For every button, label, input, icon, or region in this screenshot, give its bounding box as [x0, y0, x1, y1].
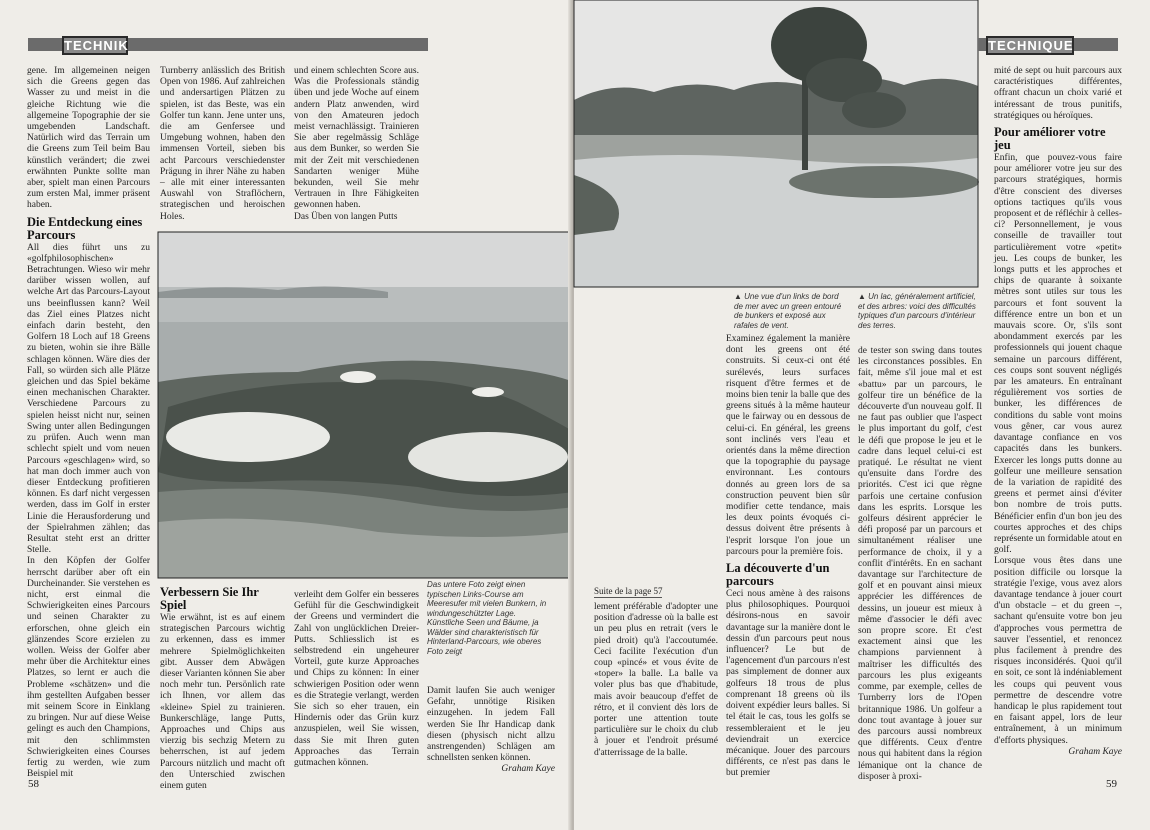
paragraph: All dies führt uns zu «golfphilosophischen» Betrachtungen. Wieso wir mehr darüber wissen wollen, auf welche Art das Parcours-Layout uns beeinflussen kann? Weil das Ziel eines Platzes nicht einfach darin besteht, den Golfern 18 Loch auf 18 Greens zu bieten, wohin sie ihre Bälle schlagen können. Wäre dies der Fall, so würden sich alle Plätze gleichen und das Spiel bekäme einen mechanischen Charakter. Verschiedene Parcours zu spielen heisst nicht nur, seinen Swing unter allen Bedingungen zu prüfen. Auch wenn man schlecht spielt und vom neuen Parcours «geschlagen» wird, so hat man doch immer auch von dieser Entdeckung profitieren können. Es darf nicht vergessen werden, dass im Golf in erster Linie die Herausforderung und der Spielrahmen zählen; das Resultat steht erst an dritter Stelle. — [27, 242, 150, 556]
continued-from-label: Suite de la page 57 — [594, 586, 663, 596]
left-column-3-top — [294, 66, 419, 234]
author-signature: Graham Kaye — [501, 764, 555, 775]
right-continued-column — [594, 602, 718, 774]
left-page — [0, 0, 572, 830]
paragraph: Turnberry anlässlich des British Open von 1986. Auf zahlreichen und andersartigen Plätzen zu spielen, ist das Beste, was ein Golfer tun kann. Jene unter uns, die am Genfersee und Umgebung wohnen, haben den immensen Vorteil, sieben bis acht Parcours verschiedenster Prägung in ihrer Nähe zu haben – alle mit einer interessanten Auswahl von Straflöchern, strategischen und heroischen Holes. — [160, 66, 285, 222]
subheading: Pour améliorer votre jeu — [994, 125, 1106, 153]
section-label: TECHNIQUE — [988, 38, 1074, 53]
right-column-2 — [858, 346, 982, 782]
photo-caption: Das untere Foto zeigt einen typischen Links-Course am Meeresufer mit vielen Bunkern, in windungeschützter Lage. Künstliche Seen und Bäume, ja Wälder sind charakteristisch für Hinterland-Parcours, wie oberes Foto zeigt — [427, 580, 547, 656]
left-column-1 — [27, 66, 150, 780]
links-course-photo — [158, 232, 574, 578]
left-column-2-top — [160, 66, 285, 234]
paragraph: de tester son swing dans toutes les circonstances possibles. En fait, même s'il joue mal et est «battu» par un parcours, le golfeur tire un bénéfice de la découverte d'un nouveau golf. Il ne faut pas oublier que l'aspect le plus important du golf, c'est le défi que propose le jeu et le cadre dans lequel celui-ci est pratiqué. Le résultat ne vient qu'ensuite dans l'ordre des priorités. C'est ici que règne parfois une certaine confusion dans les esprits. Lorsque les golfeurs désirent apprécier le défi proposé par un parcours et simultanément réaliser une performance de choix, il y a conflit d'intérêts. En en sachant davantage sur l'architecture de golf et en pouvant ainsi mieux apprécier les différences de dessins, un joueur est mieux à même d'associer le défi avec son propre score. Et c'est exactement ainsi que les champions parviennent à maîtriser les difficultés des parcours les plus exigeants comme, par exemple, celles de Turnberry lors de l'Open britannique 1986. Un golfeur a donc tout avantage à jouer sur des parcours aussi nombreux que différents. Ceux d'entre nous qui habitent dans la région lémanique ont la chance de disposer à proxi- — [858, 346, 982, 782]
paragraph: Enfin, que pouvez-vous faire pour améliorer votre jeu sur des parcours stratégiques, hormis d'être conscient des diverses options tactiques qu'ils vous proposent et de réfléchir à celles-ci? Personnellement, je vous conseille de travailler tout particulièrement votre «petit» jeu. Les coups de bunker, les longs putts et les approches et chips de quarante à soixante mètres sont utiles sur tous les parcours et font souvent la différence entre un bon et un mauvais score. Or, s'ils sont abondamment exercés par les professionnels qui jouent chaque semaine un parcours différent, ces coups sont souvent négligés par les amateurs. En entraînant régulièrement vos sorties de bunker, les différences de conditions du sable vont moins vous gêner, car vous aurez davantage confiance en vos capacités dans les bunkers. Exercer les longs putts donne au golfeur une meilleure sensation de la variation de rapidité des greens et permet ainsi d'éviter bon nombre de trois putts. Bénéficier enfin d'un bon jeu des courtes approches et des chips représente un formidable atout en golf. — [994, 153, 1122, 556]
lake-course-image — [574, 0, 978, 287]
paragraph: Ceci nous amène à des raisons plus philosophiques. Pourquoi désirons-nous en savoir davantage sur la manière dont le dessin d'un parcours peut nous influencer? Le but de l'agencement d'un parcours n'est pas simplement de donner aux golfeurs 18 trous de plus comprenant 18 greens où ils doivent expédier leurs balles. Si tel était le cas, tous les golfs se ressembleraient et le jeu deviendrait un exercice mécanique. Jouer des parcours différents, ce n'est pas dans le but premier — [726, 589, 850, 779]
paragraph: Lorsque vous êtes dans une position difficile ou lorsque la stratégie l'exige, vous avez alors davantage tendance à jouer court d'un obstacle – et du green –, sachant qu'ensuite votre bon jeu d'approches vous permettra de sauver l'essentiel, et renoncez plus facilement à prendre des risques inconsidérés. Quoi qu'il en soit, ce sont là indéniablement les coups qui peuvent vous permettre de descendre votre handicap le plus rapidement tout en faisant appel, lors de leur entraînement, à un minimum d'efforts physiques. — [994, 556, 1122, 746]
paragraph: Das Üben von langen Putts — [294, 211, 398, 222]
author-signature: Graham Kaye — [1068, 746, 1122, 757]
subheading: La découverte d'un parcours — [726, 561, 830, 589]
paragraph: lement préférable d'adopter une position d'adresse où la balle est un peu plus en retrait (vers le pied droit) qu'à l'accoutumée. Ceci facilite l'exécution d'un coup «pincé» et vous évite de «toper» la balle. La balle va voler plus bas que d'habitude, mais avoir beaucoup d'effet de rétro, et il convient dès lors de porter une attention toute particulière sur le choix du club à jouer et l'endroit présumé d'atterrissage de la balle. — [594, 602, 718, 758]
paragraph: gene. Im allgemeinen neigen sich die Greens gegen das Wasser zu und meist in die gleiche Richtung wie die allgemeine Topographie der sie umgebenden Landschaft. Natürlich wird das Terrain um die Greens zum Teil beim Bau künstlich verändert; die zwei erwähnten Punkte sollte man aber, spielt man einen Parcours zum ersten Mal, immer präsent haben. — [27, 66, 150, 211]
subheading: Verbessern Sie Ihr Spiel — [160, 585, 259, 612]
right-column-1-top — [726, 334, 850, 779]
paragraph: verleiht dem Golfer ein besseres Gefühl für die Geschwindigkeit der Greens und vermindert die Zahl von unglücklichen Dreier-Putts. Schliesslich ist es selbstredend ein ungeheurer Vorteil, gute kurze Approaches und Chips zu können: In einer schwierigen Position oder wenn es die Strategie verlangt, werden Sie sich so eher trauen, ein Hindernis oder das Grün kurz anzuspielen, weil Sie wissen, dass Sie mit Ihren guten Approaches das Terrain gutmachen können. — [294, 590, 419, 769]
left-column-2-bottom — [160, 582, 285, 792]
right-page — [574, 0, 1150, 830]
links-course-image — [158, 232, 574, 578]
left-column-3-bottom — [294, 590, 419, 774]
section-label: TECHNIK — [64, 38, 129, 53]
photo-caption-right: ▲ Un lac, généralement artificiel, et des arbres: voici des difficultés typiques d'un parcours d'intérieur des terres. — [858, 292, 976, 330]
paragraph: und einem schlechten Score aus. Was die Professionals ständig üben und jede Woche auf einem andern Platz anwenden, wird von den Amateuren jedoch meist vernachlässigt. Trainieren Sie aber regelmässig Schläge aus dem Bunker, so werden Sie mit der Zeit mit verschiedenen Sandarten weniger Mühe bekunden, weil Sie mehr Vertrauen in Ihre Fähigkeiten gewonnen haben. — [294, 66, 419, 211]
left-column-4-bottom — [427, 686, 555, 776]
paragraph: Examinez également la manière dont les greens ont été construits. Si ceux-ci ont été surélevés, leurs surfaces risquent d'être fermes et de moins bien tenir la balle que des greens situés à la même hauteur que le fairway ou en dessous de celui-ci. En général, les greens sont inclinés vers l'eau et orientés dans la même direction que la topographie du paysage environnant. Les contours donnés au green lors de sa construction peuvent bien sûr modifier cette tendance, mais les deux points évoqués ci-dessus doivent être présents à l'esprit lorsque l'on joue un parcours pour la première fois. — [726, 334, 850, 557]
page-number: 59 — [1106, 778, 1117, 790]
paragraph: In den Köpfen der Golfer herrscht darüber aber oft ein Durcheinander. Sie verstehen es nicht, erst einmal die Schwierigkeiten eines Parcours und seinen Charakter zu erforschen, ohne gleich ein glänzendes Score erzielen zu wollen. Weiss der Golfer aber mehr über die Architektur eines Platzes, so lernt er auch die Probleme «schätzen» und die ihm gestellten Aufgaben besser mit seinem Score in Einklang zu bringen. Nur auf diese Weise gelingt es auch den Champions, mit den schlimmsten Schwierigkeiten eines Courses fertig zu werden, wie zum Beispiel mit — [27, 556, 150, 780]
paragraph: Wie erwähnt, ist es auf einem strategischen Parcours wichtig zu erkennen, dass es immer mehrere Spielmöglichkeiten gibt. Ausser dem Abwägen dieser Varianten können Sie aber noch mehr tun. Persönlich rate ich Ihnen, vor allem das «kleine» Spiel zu trainieren. Bunkerschläge, lange Putts, Approaches und Chips aus vierzig bis sechzig Metern zu beherrschen, ist auf jedem Parcours nützlich und macht oft den Unterschied zwischen einem guten — [160, 613, 285, 792]
paragraph: Damit laufen Sie auch weniger Gefahr, unnötige Risiken einzugehen. In jedem Fall werden Sie Ihr Handicap dank diesen (physisch nicht allzu anstrengenden) Schlägen am schnellsten senken können. — [427, 686, 555, 764]
lake-course-photo — [574, 0, 978, 287]
paragraph: mité de sept ou huit parcours aux caractéristiques différentes, offrant chacun un choix varié et intéressant de trous punitifs, stratégiques ou héroïques. — [994, 66, 1122, 121]
right-column-3 — [994, 66, 1122, 776]
photo-caption-left: ▲ Une vue d'un links de bord de mer avec un green entouré de bunkers et exposé aux rafales de vent. — [734, 292, 842, 330]
page-number: 58 — [28, 778, 39, 790]
subheading: Die Entdeckung eines Parcours — [27, 214, 143, 242]
